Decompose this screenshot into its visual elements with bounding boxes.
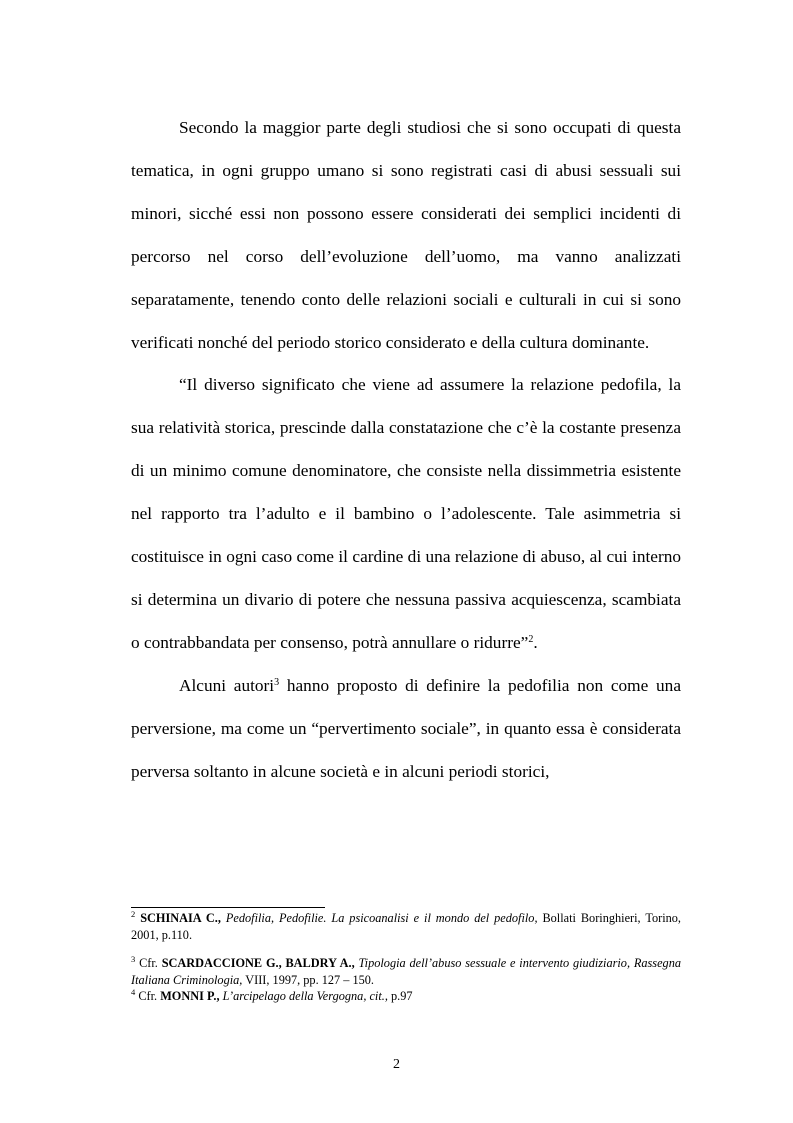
- footnote-4: [131, 988, 681, 1005]
- paragraph-3: [131, 665, 681, 794]
- footnote-title: Tipologia dell’abuso sessuale e intervento giudiziario, Rassegna Italiana Criminologia,: [131, 956, 681, 987]
- footnote-number: 4: [131, 987, 136, 997]
- footnote-author: SCHINAIA C.,: [140, 911, 221, 925]
- footnote-rest: VIII, 1997, pp. 127 – 150.: [242, 972, 374, 987]
- quote-text: “Il diverso significato che viene ad assumere la relazione pedofila, la sua relatività storica, prescinde dalla constatazione che c’è la costante presenza di un minimo comune denominatore, che consiste nella dissimmetria esistente nel rapporto tra l’adulto e il bambino o l’adolescente. Tale asimmetria si costituisce in ogni caso come il cardine di una relazione di abuso, al cui interno si determina un divario di potere che nessuna passiva acquiescenza, scambiata o contrabbandata per consenso, potrà annullare o ridurre”: [131, 375, 681, 652]
- quote-end-period: .: [533, 632, 538, 652]
- page-number: 2: [393, 1057, 400, 1072]
- footnote-number: 3: [131, 954, 136, 964]
- paragraph-2-quote: [131, 364, 681, 664]
- footnotes: [131, 910, 681, 1005]
- footnote-prefix: Cfr.: [138, 989, 161, 1003]
- paragraph-3-text: hanno proposto di definire la pedofilia non come una perversione, ma come un “pervertimento sociale”, in quanto essa è considerata perversa soltanto in alcune società e in alcuni periodi storici,: [131, 675, 681, 781]
- footnote-3: [131, 955, 681, 988]
- footnote-title: Pedofilia, Pedofilie. La psicoanalisi e il mondo del pedofilo,: [225, 911, 538, 925]
- footnote-rest: p.97: [387, 989, 413, 1003]
- paragraph-1: Secondo la maggior parte degli studiosi che si sono occupati di questa tematica, in ogni gruppo umano si sono registrati casi di abusi sessuali sui minori, sicché essi non possono essere considerati dei semplici incidenti di percorso nel corso dell’evoluzione dell’uomo, ma vanno analizzati separatamente, tenendo conto delle relazioni sociali e culturali in cui si sono verificati nonché del periodo storico considerato e della cultura dominante.: [131, 118, 681, 352]
- footnote-number: 2: [131, 909, 136, 919]
- body-text: [131, 107, 681, 794]
- footnote-ref-2[interactable]: 2: [528, 633, 534, 645]
- footnote-author: MONNI P.,: [160, 989, 220, 1003]
- footnote-ref-3[interactable]: 3: [274, 676, 280, 688]
- footnote-2: [131, 910, 681, 943]
- footnote-rest: Bollati Boringhieri, Torino, 2001, p.110.: [131, 911, 682, 942]
- paragraph-3-start: Alcuni autori: [179, 675, 275, 695]
- footnote-title: L’arcipelago della Vergogna, cit.,: [222, 989, 388, 1003]
- footnote-author: SCARDACCIONE G., BALDRY A.,: [161, 956, 355, 970]
- footnote-separator: [131, 907, 325, 908]
- footnote-prefix: Cfr.: [139, 956, 162, 970]
